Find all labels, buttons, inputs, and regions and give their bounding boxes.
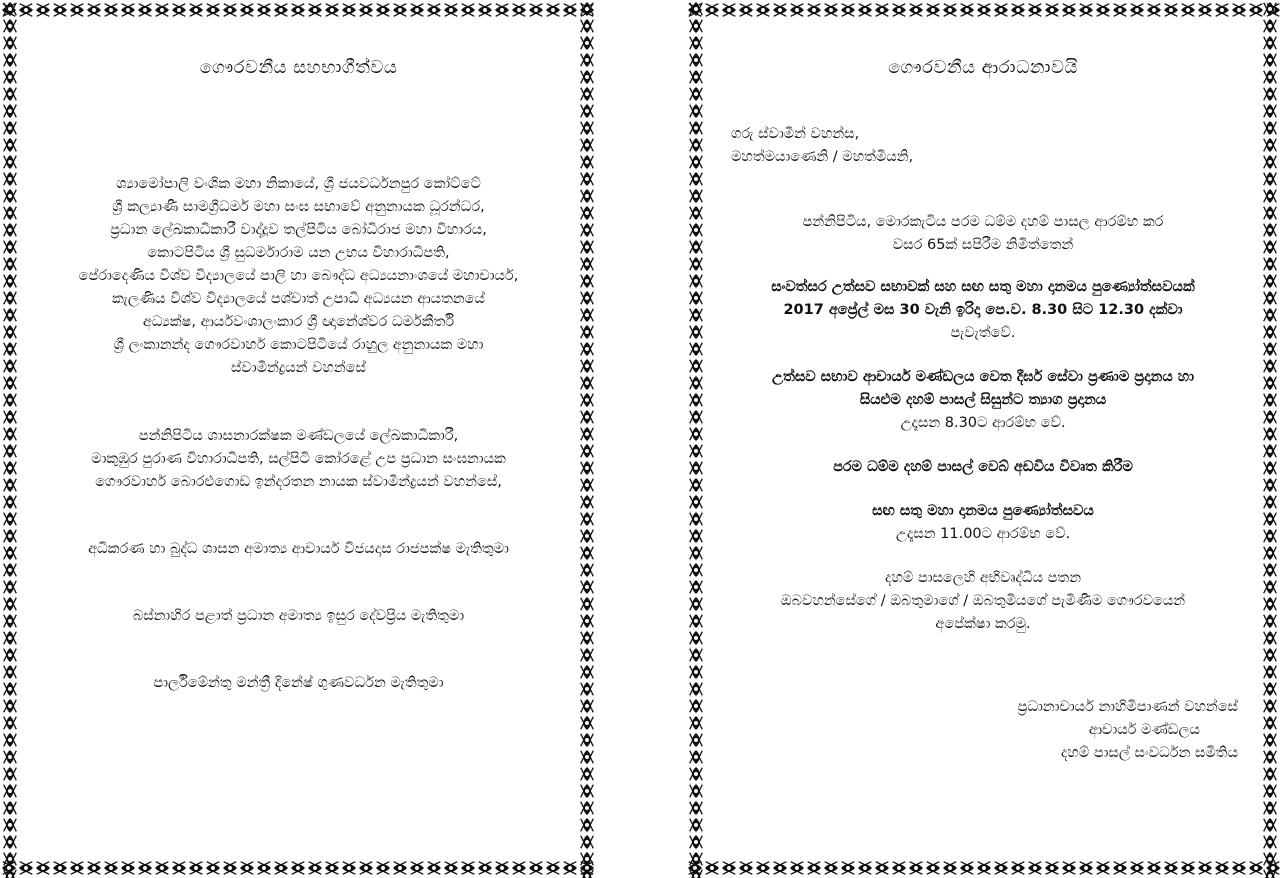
ceremony-line: සියළුම දහම් පාසල් සිසුන්ට ත්‍යාග ප්‍රදානය bbox=[859, 392, 1107, 408]
guest-line: ශ්‍රී ලංකානන්ද ගෞරවාර්හ කොටපිටියේ රාහුල අනුනායක මහා bbox=[113, 337, 484, 353]
right-page-title: ගෞරවනීය ආරාධනාවයි bbox=[888, 57, 1078, 78]
guest-line: ශ්‍රී කල්‍යාණී සාමග්‍රීධර්ම මහා සංඝ සභාවේ අනුනායක ධූරන්ධර, bbox=[112, 199, 485, 215]
left-page-content bbox=[30, 30, 567, 848]
dana-title: සඟ සතු මහා දානමය පුණ්‍යෝත්සවය bbox=[872, 503, 1094, 519]
guest-line: ශ්‍යාමෝපාලි වංශික මහා නිකායේ, ශ්‍රී ජයවර්ධනපුර කෝට්ටේ bbox=[116, 176, 481, 192]
signature-line: ආචාර්ය මණ්ඩලය bbox=[1088, 722, 1200, 738]
salutation-line: මහත්මයාණෙනි / මහත්මියනි, bbox=[731, 149, 914, 165]
request bbox=[716, 567, 1250, 636]
guest-block-1 bbox=[30, 173, 567, 380]
guest-block-3 bbox=[30, 538, 567, 561]
left-page bbox=[0, 0, 597, 878]
border-bottom bbox=[686, 858, 1280, 878]
ornament-pattern bbox=[0, 0, 597, 20]
dana bbox=[716, 500, 1250, 546]
guest-line: පේරාදෙණිය විශ්ව විද්‍යාලයේ පාලි හා බෞද්ධ අධ්‍යයනාංශයේ මහාචාර්ය, bbox=[78, 268, 519, 284]
guest-line: කොටපිටිය ශ්‍රී සුධර්මාරාම යන උභය විහාරාධිපති, bbox=[147, 245, 450, 261]
right-page-content bbox=[716, 30, 1250, 848]
intro bbox=[716, 211, 1250, 257]
guest-line: අධ්‍යක්ෂ, ආර්යවංශාලංකාර ශ්‍රී ඥානේශ්වර ධර්මකීර්ති bbox=[142, 314, 455, 330]
border-left bbox=[0, 0, 20, 878]
guest-block-2 bbox=[30, 425, 567, 494]
ceremony-time: උදෑසන 8.30ට ආරම්භ වේ. bbox=[900, 415, 1066, 431]
guest-line: බස්නාහිර පළාත් ප්‍රධාන අමාත්‍ය ඉසුර දේවප්‍රිය මැතිතුමා bbox=[132, 608, 465, 624]
border-right bbox=[1260, 0, 1280, 878]
signature-line: දහම් පාසල් සංවර්ධන සමිතිය bbox=[1060, 745, 1238, 761]
request-line: ඔබවහන්සේගේ / ඔබතුමාගේ / ඔබතුමියගේ පැමිණීම ගෞරවයෙන් bbox=[780, 593, 1186, 609]
guest-line: කැලණිය විශ්ව විද්‍යාලයේ පශ්චාත් උපාධි අධ්‍යයන ආයතනයේ bbox=[112, 291, 485, 307]
event-line: සංවත්සර උත්සව සභාවක් සහ සඟ සතු මහා දානමය පුණ්‍යෝත්සවයක් bbox=[771, 279, 1195, 295]
border-top bbox=[0, 0, 597, 20]
ornament-pattern bbox=[577, 0, 597, 878]
signatures bbox=[716, 696, 1250, 765]
ornament-pattern bbox=[686, 0, 706, 878]
request-line: අපේක්ෂා කරමු. bbox=[935, 616, 1031, 632]
guest-line: ස්වාමීන්ද්‍රයන් වහන්සේ bbox=[231, 360, 366, 376]
event-line: 2017 අප්‍රේල් මස 30 වැනි ඉරිදා පෙ.ව. 8.30 සිට 12.30 දක්වා bbox=[783, 302, 1183, 318]
intro-line: පන්නිපිටිය, මොරකැටිය පරම ධම්ම දහම් පාසල ආරම්භ කර bbox=[802, 214, 1164, 230]
border-left bbox=[686, 0, 706, 878]
guest-block-4 bbox=[30, 605, 567, 628]
salutation-line: ගරු ස්වාමීන් වහන්ස, bbox=[731, 126, 860, 142]
salutation bbox=[716, 123, 1250, 169]
ceremony-line: උත්සව සභාව ආචාර්ය මණ්ඩලය වෙත දීර්ඝ සේවා ප්‍රණාම ප්‍රදානය හා bbox=[772, 369, 1194, 385]
border-top bbox=[686, 0, 1280, 20]
left-page-title: ගෞරවනීය සහභාගීත්වය bbox=[199, 57, 398, 78]
event-details bbox=[716, 276, 1250, 345]
border-right bbox=[577, 0, 597, 878]
guest-line: පන්නිපිටිය ශාසනාරක්ෂක මණ්ඩලයේ ලේඛකාධිකාරී, bbox=[138, 428, 459, 444]
request-line: දහම් පාසලෙහි අභිවෘද්ධිය පතන bbox=[885, 570, 1081, 586]
ornament-pattern bbox=[686, 858, 1280, 878]
border-bottom bbox=[0, 858, 597, 878]
website-launch: පරම ධම්ම දහම් පාසල් වෙබ් අඩවිය විවෘත කිරීම bbox=[833, 459, 1133, 475]
signature-line: ප්‍රධානාචාර්ය නාහිමිපාණන් වහන්සේ bbox=[1017, 699, 1238, 715]
guest-line: පාර්ලිමේන්තු මන්ත්‍රී දිනේෂ් ගුණවර්ධන මැතිතුමා bbox=[153, 675, 444, 691]
right-page bbox=[686, 0, 1280, 878]
ornament-pattern bbox=[0, 0, 20, 878]
intro-line: වසර 65ක් සපිරීම නිමිත්තෙන් bbox=[892, 237, 1074, 253]
guest-line: ගෞරවාර්හ බොරළුගොඩ ඉන්දරතන නායක ස්වාමීන්ද්‍රයන් වහන්සේ, bbox=[95, 474, 502, 490]
guest-line: ප්‍රධාන ලේඛකාධිකාරී වාද්දූව තල්පිටිය බෝධිරාජ මහා විහාරය, bbox=[110, 222, 487, 238]
ceremony bbox=[716, 366, 1250, 435]
event-held: පැවැත්වේ. bbox=[950, 325, 1016, 341]
guest-line: අධිකරණ හා බුද්ධ ශාසන අමාත්‍ය ආචාර්ය විජයදාස රාජපක්ෂ මැතිතුමා bbox=[88, 541, 509, 557]
ornament-pattern bbox=[0, 858, 597, 878]
ornament-pattern bbox=[686, 0, 1280, 20]
guest-block-5 bbox=[30, 672, 567, 695]
ornament-pattern bbox=[1260, 0, 1280, 878]
guest-line: මාකුඹුර පුරාණ විහාරාධිපති, සල්පිටි කෝරළේ උප ප්‍රධාන සංඝනායක bbox=[91, 451, 506, 467]
page-gutter bbox=[597, 0, 686, 878]
dana-time: උදෑසන 11.00ට ආරම්භ වේ. bbox=[895, 526, 1071, 542]
